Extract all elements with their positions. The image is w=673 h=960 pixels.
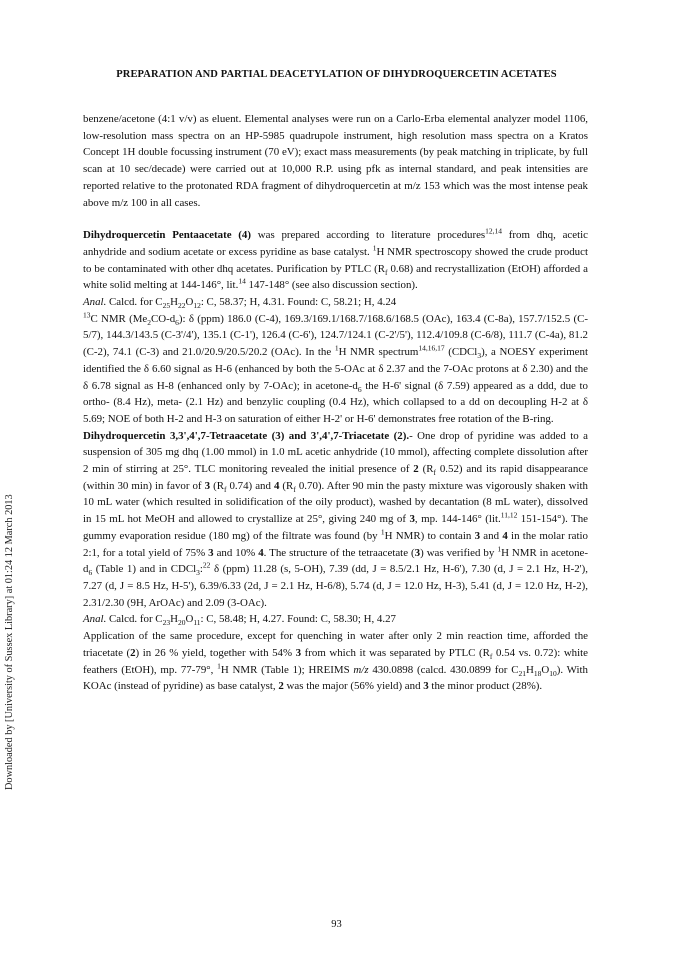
paragraph-instrumentation: benzene/acetone (4:1 v/v) as eluent. Elemental analyses were run on a Carlo-Erba elemental analyzer model 1106, low-resolution mass spectra on an HP-5985 quadrupole instrument, high resolution mass spectra on a Kratos Concept 1H double focussing instrument (70 eV); exact mass measurements (by peak matching in triplicate, by full scan at 10 sec/decade) were carried out at 10,000 R.P. using pfk as internal standard, and peak intensities are reported relative to the protonated RDA fragment of dihydroquercetin at m/z 153 which was the most intense peak above m/z 100 in all cases. [83,113,588,209]
analysis-tetraacetate: Anal. Calcd. for $C_{23}H_{20}O_{11}$: C, 58.48; H, 4.27. Found: C, 58.30; H, 4.27 [83,613,396,628]
running-header: PREPARATION AND PARTIAL DEACETYLATION OF DIHYDROQUERCETIN ACETATES [116,69,557,80]
paragraph-tetraacetate: Dihydroquercetin 3,3',4',7-Tetraacetate (3) and 3',4',7-Triacetate (2).- One drop of pyridine was added to a suspension of 305 mg dhq (1.00 mmol) in 1.0 mL acetic anhydride (10 mmol), affecting complete dissolution after 2 min of stirring at 25°. TLC monitoring revealed the initial presence of 2 ($R_f$ 0.52) and its rapid disappearance (within 30 min) in favor of 3 ($R_f$ 0.74) and 4 ($R_f$ 0.70). After 90 min the pasty mixture was vigorously shaken with 10 mL water (which resulted in solidification of the oily product), washed by decantation (8 mL water), dissolved in 15 mL hot MeOH and allowed to crystallize at 25°, giving 240 mg of 3, mp. 144-146° (lit.$^{11,12}$ 151-154°). The gummy evaporation residue (180 mg) of the filtrate was found (by $^1$H NMR) to contain 3 and 4 in the molar ratio 2:1, for a total yield of 75% 3 and 10% 4. The structure of the tetraacetate (3) was verified by $^1$H NMR in acetone-$d_6$ (Table 1) and in CDCl$_3$:$^{22}$ δ (ppm) 11.28 (s, 5-OH), 7.39 (dd, J = 8.5/2.1 Hz, H-6'), 7.30 (d, J = 2.1 Hz, H-2'), 7.27 (d, J = 8.5 Hz, H-5'), 6.39/6.33 (2d, J = 2.1 Hz, H-6/8), 5.74 (d, J = 12.0 Hz, H-3), 5.41 (d, J = 12.0 Hz, H-2), 2.31/2.30 (9H, ArOAc) and 2.09 (3-OAc). [83,429,589,609]
analysis-pentaacetate: Anal. Calcd. for $C_{25}H_{22}O_{12}$: C, 58.37; H, 4.31. Found: C, 58.21; H, 4.24 [83,296,397,311]
page-number: 93 [331,919,342,930]
compound-heading: Dihydroquercetin Pentaacetate (4) [83,229,251,242]
download-watermark: Downloaded by [University of Sussex Library] at 01:24 12 March 2013 [4,494,15,790]
paragraph-triacetate: Application of the same procedure, except for quenching in water after only 2 min reaction time, afforded the triacetate (2) in 26 % yield, together with 54% 3 from which it was separated by PTLC ($R_f$ 0.54 vs. 0.72): white feathers (EtOH), mp. 77-79°, $^1$H NMR (Table 1); HREIMS m/z 430.0898 (calcd. 430.0899 for $C_{21}H_{18}O_{10}$). With KOAc (instead of pyridine) as base catalyst, 2 was the major (56% yield) and 3 the minor product (28%). [83,630,589,693]
paragraph-nmr: $^{13}$C NMR $(Me_2CO-d_6)$: δ (ppm) 186.0 (C-4), 169.3/169.1/168.7/168.6/168.5 (OAc), 163.4 (C-8a), 157.7/152.5 (C-5/7), 144.3/143.5 (C-3'/4'), 135.1 (C-1'), 126.4 (C-6'), 124.7/124.1 (C-2'/5'), 112.4/109.8 (C-6/8), 111.7 (C-4a), 81.2 (C-2), 74.1 (C-3) and 21.0/20.9/20.5/20.2 (OAc). In the $^1$H NMR spectrum$^{14,16,17}$ (CDCl$_3$), a NOESY experiment identified the δ 6.60 signal as H-6 (enhanced by both the 5-OAc at δ 2.37 and the 7-OAc protons at δ 2.30) and the δ 6.78 signal as H-8 (enhanced only by 7-OAc); in acetone-$d_6$ the H-6' signal (δ 7.59) appeared as a ddd, due to ortho- (8.4 Hz), meta- (2.1 Hz) and benzylic coupling (0.4 Hz), which collapsed to a dd on decoupling H-2 at δ 5.69; NOE of both H-2 and H-3 on saturation of either H-2' or H-6' demonstrates free rotation of the B-ring. [83,310,588,425]
compound-heading: Dihydroquercetin 3,3',4',7-Tetraacetate (3) and 3',4',7-Triacetate (2). [83,429,410,442]
article-body [83,111,588,695]
paragraph-pentaacetate: Dihydroquercetin Pentaacetate (4) was prepared according to literature procedures$^{12,14}$ from dhq, acetic anhydride and sodium acetate or excess pyridine as base catalyst. $^1$H NMR spectroscopy showed the crude product to be contaminated with other dhq acetates. Purification by PTLC ($R_f$ 0.68) and recrystallization (EtOH) afforded a white solid melting at 144-146°, lit.$^{14}$ 147-148° (see also discussion section). [83,226,588,292]
